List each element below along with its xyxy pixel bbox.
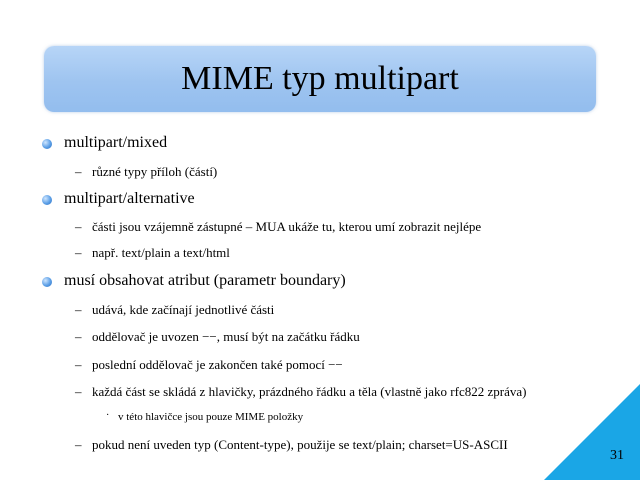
dash-icon: – xyxy=(75,357,82,372)
dash-icon: – xyxy=(75,437,82,452)
bullet-item: multipart/alternative xyxy=(64,190,195,207)
bullet-icon xyxy=(42,139,52,149)
dot-icon: · xyxy=(106,410,110,421)
slide-title: MIME typ multipart xyxy=(181,60,459,97)
dash-icon: – xyxy=(75,164,82,179)
sub-bullet-item: různé typy příloh (částí) xyxy=(92,164,218,179)
sub-sub-bullet-item: v této hlavičce jsou pouze MIME položky xyxy=(118,411,304,423)
slide-title-box xyxy=(44,46,596,112)
sub-bullet-item: udává, kde začínají jednotlivé části xyxy=(92,302,275,317)
sub-bullet-item: oddělovač je uvozen −−, musí být na začátku řádku xyxy=(92,329,360,344)
dash-icon: – xyxy=(75,329,82,344)
bullet-item: multipart/mixed xyxy=(64,134,168,151)
bullet-item: musí obsahovat atribut (parametr boundary) xyxy=(64,272,346,289)
sub-bullet-item: poslední oddělovač je zakončen také pomocí −− xyxy=(92,357,343,372)
page-number: 31 xyxy=(610,448,624,463)
dash-icon: – xyxy=(75,384,82,399)
dash-icon: – xyxy=(75,302,82,317)
sub-bullet-item: části jsou vzájemně zástupné – MUA ukáže tu, kterou umí zobrazit nejlépe xyxy=(92,219,482,234)
sub-bullet-item: každá část se skládá z hlavičky, prázdného řádku a těla (vlastně jako rfc822 zpráva) xyxy=(92,384,527,399)
bullet-icon xyxy=(42,195,52,205)
sub-bullet-item: pokud není uveden typ (Content-type), použije se text/plain; charset=US-ASCII xyxy=(92,437,508,452)
dash-icon: – xyxy=(75,245,82,260)
corner-decoration xyxy=(544,384,640,480)
sub-bullet-item: např. text/plain a text/html xyxy=(92,245,230,260)
bullet-icon xyxy=(42,277,52,287)
dash-icon: – xyxy=(75,219,82,234)
